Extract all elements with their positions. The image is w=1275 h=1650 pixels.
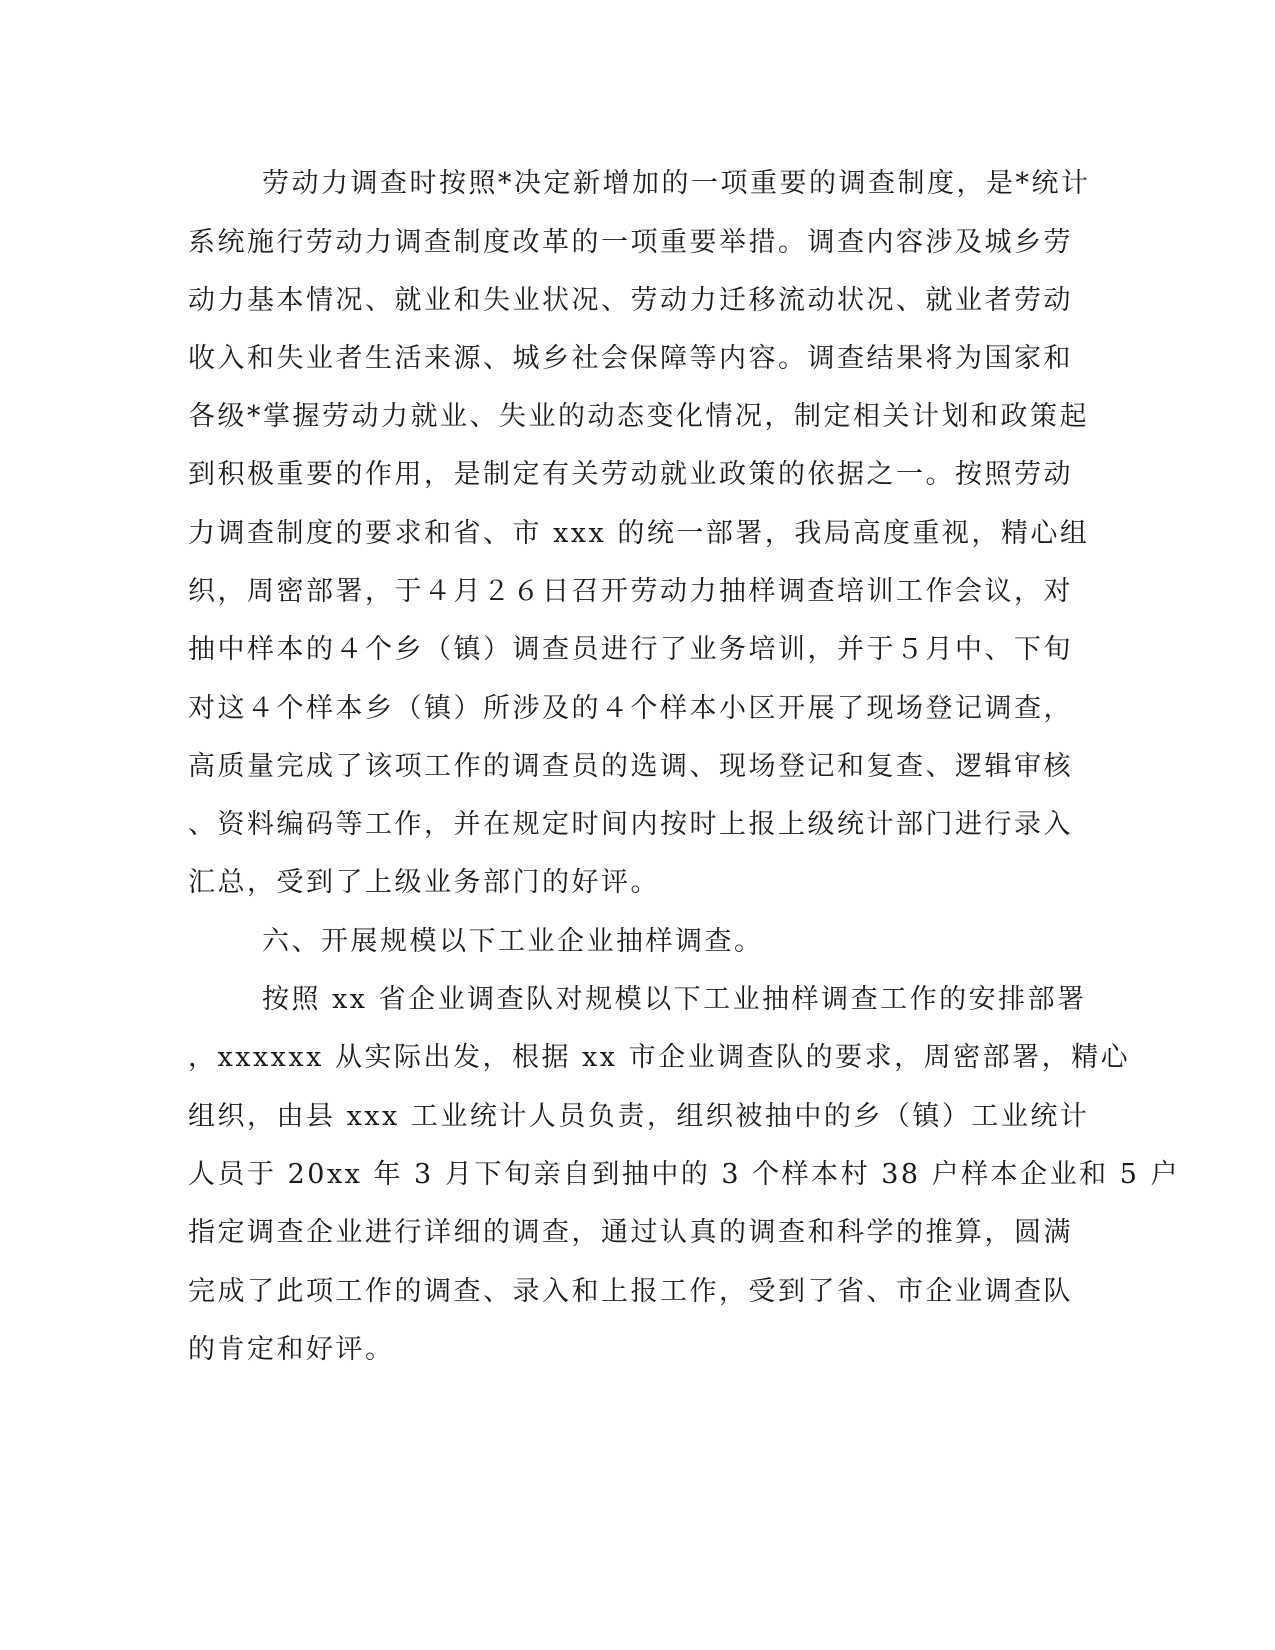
paragraph-line: 到积极重要的作用，是制定有关劳动就业政策的依据之一。按照劳动 bbox=[188, 459, 1073, 490]
paragraph-line: 系统施行劳动力调查制度改革的一项重要举措。调查内容涉及城乡劳 bbox=[188, 227, 1073, 258]
paragraph-line: 高质量完成了该项工作的调查员的选调、现场登记和复查、逻辑审核 bbox=[188, 751, 1073, 782]
paragraph-line: 收入和失业者生活来源、城乡社会保障等内容。调查结果将为国家和 bbox=[188, 343, 1073, 374]
paragraph-line: 的肯定和好评。 bbox=[188, 1334, 395, 1365]
paragraph-line: 组织，由县 xxx 工业统计人员负责，组织被抽中的乡（镇）工业统计 bbox=[188, 1101, 1090, 1132]
paragraph-line: 人员于 20xx 年 3 月下旬亲自到抽中的 3 个样本村 38 户样本企业和 5 户 bbox=[188, 1159, 1181, 1190]
paragraph-line: 、资料编码等工作，并在规定时间内按时上报上级统计部门进行录入 bbox=[188, 809, 1073, 840]
paragraph-line: ，xxxxxx 从实际出发，根据 xx 市企业调查队的要求，周密部署，精心 bbox=[188, 1042, 1131, 1073]
paragraph-line: 对这４个样本乡（镇）所涉及的４个样本小区开展了现场登记调查， bbox=[188, 693, 1073, 724]
section-heading: 六、开展规模以下工业企业抽样调查。 bbox=[262, 926, 764, 957]
paragraph-line: 动力基本情况、就业和失业状况、劳动力迁移流动状况、就业者劳动 bbox=[188, 285, 1073, 316]
paragraph-line: 各级*掌握劳动力就业、失业的动态变化情况，制定相关计划和政策起 bbox=[188, 401, 1089, 432]
paragraph-line: 汇总，受到了上级业务部门的好评。 bbox=[188, 867, 660, 898]
paragraph-line: 指定调查企业进行详细的调查，通过认真的调查和科学的推算，圆满 bbox=[188, 1217, 1073, 1248]
paragraph-line: 完成了此项工作的调查、录入和上报工作，受到了省、市企业调查队 bbox=[188, 1276, 1073, 1307]
paragraph-line: 抽中样本的４个乡（镇）调查员进行了业务培训，并于５月中、下旬 bbox=[188, 634, 1073, 665]
paragraph-line: 力调查制度的要求和省、市 xxx 的统一部署，我局高度重视，精心组 bbox=[188, 518, 1090, 549]
paragraph-line: 按照 xx 省企业调查队对规模以下工业抽样调查工作的安排部署 bbox=[262, 984, 1087, 1015]
paragraph-line: 劳动力调查时按照*决定新增加的一项重要的调查制度，是*统计 bbox=[262, 168, 1091, 199]
paragraph-line: 织，周密部署，于４月２６日召开劳动力抽样调查培训工作会议，对 bbox=[188, 576, 1073, 607]
